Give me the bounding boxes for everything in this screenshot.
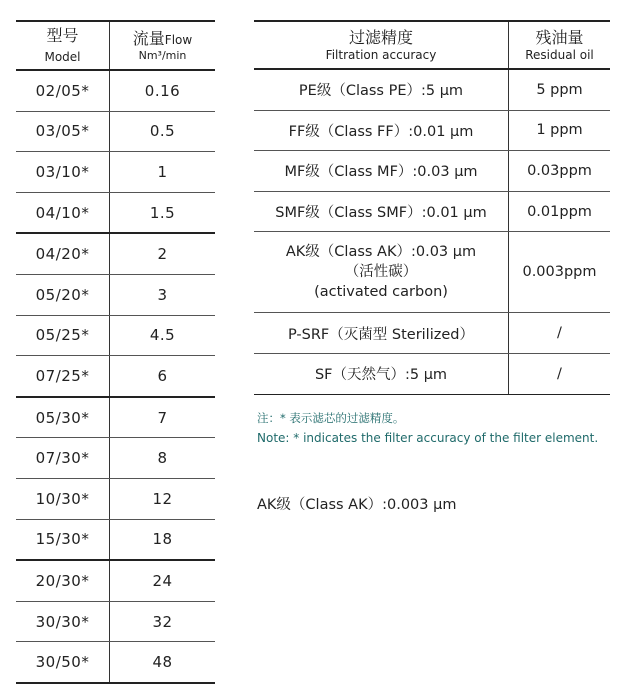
note-english: Note: * indicates the filter accuracy of the filter element.: [257, 431, 599, 445]
table-row: [16, 478, 215, 519]
flow-cell: 48: [110, 642, 216, 683]
table-row: [16, 233, 215, 274]
flow-cell: 12: [110, 478, 216, 519]
flow-cell: 32: [110, 601, 216, 642]
accuracy-header: [254, 21, 509, 69]
residual-cell: 0.03ppm: [509, 151, 611, 192]
flow-header-en: Flow: [164, 33, 193, 47]
model-cell: 20/30*: [16, 560, 110, 601]
table-row: [16, 601, 215, 642]
residual-cell: /: [509, 353, 611, 394]
model-cell: 05/20*: [16, 274, 110, 315]
table-row: [254, 191, 610, 232]
model-cell: 02/05*: [16, 70, 110, 111]
residual-cell: /: [509, 313, 611, 354]
model-cell: 10/30*: [16, 478, 110, 519]
accuracy-cell: SF（天然气）:5 μm: [254, 353, 509, 394]
flow-cell: 8: [110, 438, 216, 479]
header-row: [16, 21, 215, 70]
model-cell: 30/30*: [16, 601, 110, 642]
residual-cell: 5 ppm: [509, 69, 611, 110]
table-row: [16, 519, 215, 560]
model-cell: 05/25*: [16, 315, 110, 356]
flow-cell: 6: [110, 356, 216, 397]
accuracy-line: (activated carbon): [314, 284, 448, 301]
model-cell: 15/30*: [16, 519, 110, 560]
table-row: [16, 397, 215, 438]
accuracy-cell: [254, 232, 509, 313]
flow-cell: 2: [110, 233, 216, 274]
model-cell: 04/10*: [16, 192, 110, 233]
flow-cell: 1.5: [110, 192, 216, 233]
model-header: [16, 21, 110, 70]
header-row: [254, 21, 610, 69]
table-row: [254, 151, 610, 192]
residual-header: [509, 21, 611, 69]
note-chinese: 注：* 表示滤芯的过滤精度。: [257, 411, 405, 425]
model-cell: 30/50*: [16, 642, 110, 683]
residual-header-en: Residual oil: [525, 48, 594, 62]
accuracy-line: （活性碳）: [344, 264, 418, 281]
model-cell: 03/10*: [16, 152, 110, 193]
table-row: [254, 313, 610, 354]
table-row: [16, 642, 215, 683]
accuracy-header-zh: 过滤精度: [348, 28, 413, 47]
table-row: [16, 70, 215, 111]
accuracy-header-en: Filtration accuracy: [325, 48, 437, 62]
table-row: [16, 274, 215, 315]
table-row: [254, 110, 610, 151]
residual-cell: 0.003ppm: [509, 232, 611, 313]
model-header-en: Model: [44, 50, 81, 64]
residual-header-zh: 残油量: [535, 28, 584, 47]
flow-cell: 24: [110, 560, 216, 601]
flow-cell: 0.5: [110, 111, 216, 152]
model-cell: 05/30*: [16, 397, 110, 438]
flow-header-unit: Nm³/min: [138, 49, 187, 62]
table-row: [16, 315, 215, 356]
model-cell: 03/05*: [16, 111, 110, 152]
accuracy-cell: SMF级（Class SMF）:0.01 μm: [254, 191, 509, 232]
table-row: [254, 69, 610, 110]
table-row: [16, 192, 215, 233]
flow-cell: 18: [110, 519, 216, 560]
model-cell: 07/25*: [16, 356, 110, 397]
table-row: [16, 560, 215, 601]
accuracy-cell: MF级（Class MF）:0.03 μm: [254, 151, 509, 192]
table-row: [254, 353, 610, 394]
table-row: [16, 111, 215, 152]
accuracy-line: AK级（Class AK）:0.03 μm: [285, 244, 477, 261]
accuracy-cell: P-SRF（灭菌型 Sterilized）: [254, 313, 509, 354]
table-row: [16, 356, 215, 397]
residual-cell: 0.01ppm: [509, 191, 611, 232]
model-header-zh: 型号: [46, 26, 79, 45]
filtration-accuracy-table: [254, 20, 610, 395]
residual-cell: 1 ppm: [509, 110, 611, 151]
model-cell: 07/30*: [16, 438, 110, 479]
accuracy-cell: PE级（Class PE）:5 μm: [254, 69, 509, 110]
flow-header: [110, 21, 216, 70]
flow-cell: 7: [110, 397, 216, 438]
table-row: [254, 232, 610, 313]
flow-cell: 1: [110, 152, 216, 193]
accuracy-cell: FF级（Class FF）:0.01 μm: [254, 110, 509, 151]
flow-cell: 0.16: [110, 70, 216, 111]
flow-cell: 4.5: [110, 315, 216, 356]
table-row: [16, 438, 215, 479]
ak-class-line: AK级（Class AK）:0.003 μm: [257, 497, 457, 513]
flow-cell: 3: [110, 274, 216, 315]
flow-header-zh: 流量: [132, 29, 165, 48]
model-flow-table: [16, 20, 215, 684]
model-cell: 04/20*: [16, 233, 110, 274]
table-row: [16, 152, 215, 193]
